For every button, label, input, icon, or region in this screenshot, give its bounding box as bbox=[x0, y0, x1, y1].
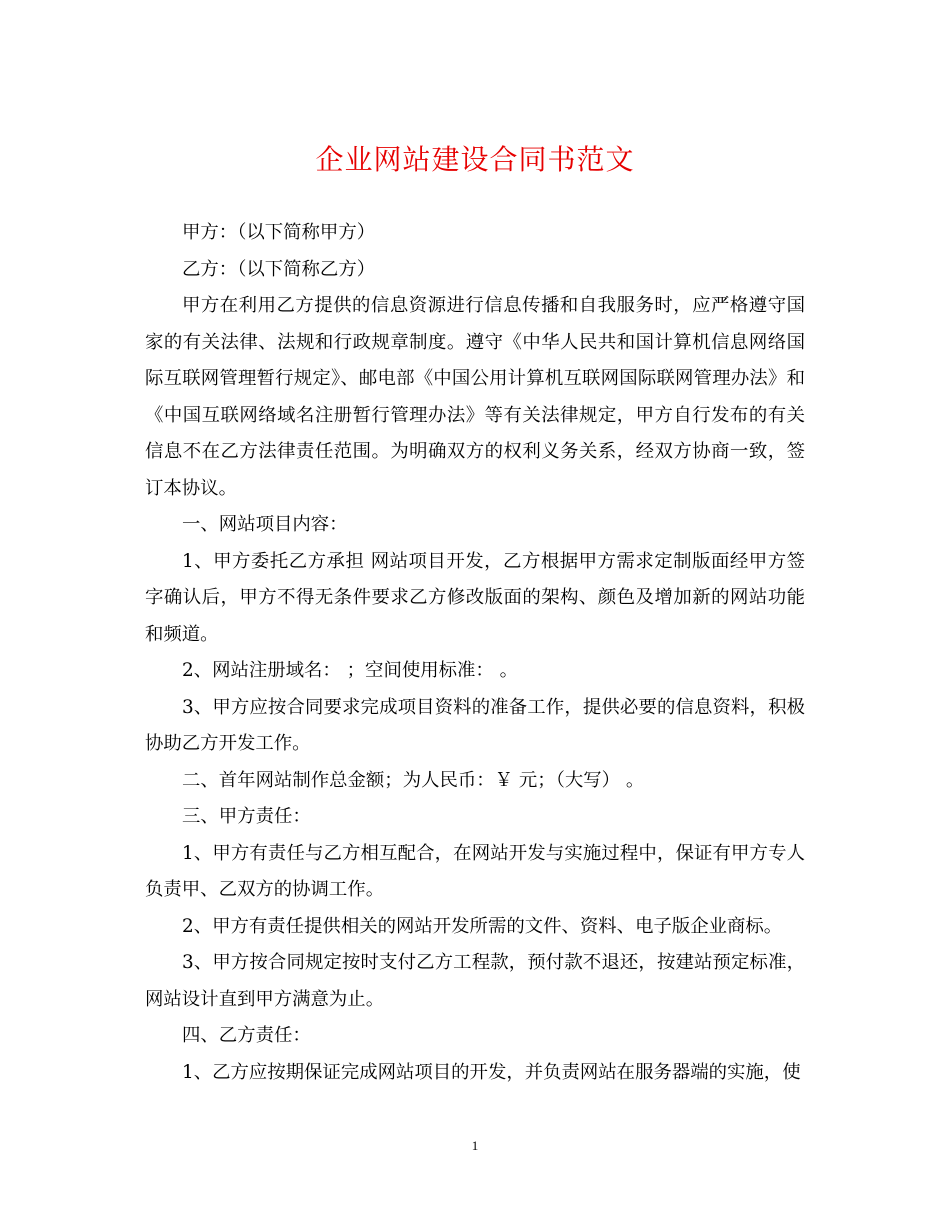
section-3-item-3: 3、甲方按合同规定按时支付乙方工程款，预付款不退还，按建站预定标准，网站设计直到甲方满意为止。 bbox=[145, 952, 805, 1010]
section-3-item-2: 2、甲方有责任提供相关的网站开发所需的文件、资料、电子版企业商标。 bbox=[182, 915, 783, 937]
document-title: 企业网站建设合同书范文 bbox=[315, 143, 635, 176]
party-b-line: 乙方：（以下简称乙方） bbox=[182, 258, 376, 280]
section-4-item-1: 1、乙方应按期保证完成网站项目的开发，并负责网站在服务器端的实施，使 bbox=[182, 1061, 801, 1083]
section-heading-4: 四、乙方责任： bbox=[182, 1025, 311, 1046]
section-3-item-1: 1、甲方有责任与乙方相互配合，在网站开发与实施过程中，保证有甲方专人负责甲、乙双方的协调工作。 bbox=[145, 842, 805, 900]
section-1-item-3: 3、甲方应按合同要求完成项目资料的准备工作，提供必要的信息资料，积极协助乙方开发工作。 bbox=[145, 696, 805, 754]
preamble-paragraph: 甲方在利用乙方提供的信息资源进行信息传播和自我服务时，应严格遵守国家的有关法律、法规和行政规章制度。遵守《中华人民共和国计算机信息网络国际互联网管理暂行规定》、邮电部《中国公用计算机互联网国际联网管理办法》和《中国互联网络域名注册暂行管理办法》等有关法律规定，甲方自行发布的有关信息不在乙方法律责任范围。为明确双方的权利义务关系，经双方协商一致，签订本协议。 bbox=[145, 295, 805, 499]
section-heading-1: 一、网站项目内容： bbox=[182, 514, 348, 535]
section-heading-2: 二、首年网站制作总金额；为人民币：￥ 元；（大写） 。 bbox=[182, 769, 645, 791]
section-1-item-1: 1、甲方委托乙方承担 网站项目开发，乙方根据甲方需求定制版面经甲方签字确认后，甲方不得无条件要求乙方修改版面的架构、颜色及增加新的网站功能和频道。 bbox=[145, 550, 805, 645]
page-number: 1 bbox=[471, 1138, 479, 1153]
document-body bbox=[145, 215, 805, 1091]
party-a-line: 甲方：（以下简称甲方） bbox=[182, 222, 376, 243]
section-heading-3: 三、甲方责任： bbox=[182, 806, 311, 827]
section-1-item-2: 2、网站注册域名： ；空间使用标准： 。 bbox=[182, 660, 519, 681]
